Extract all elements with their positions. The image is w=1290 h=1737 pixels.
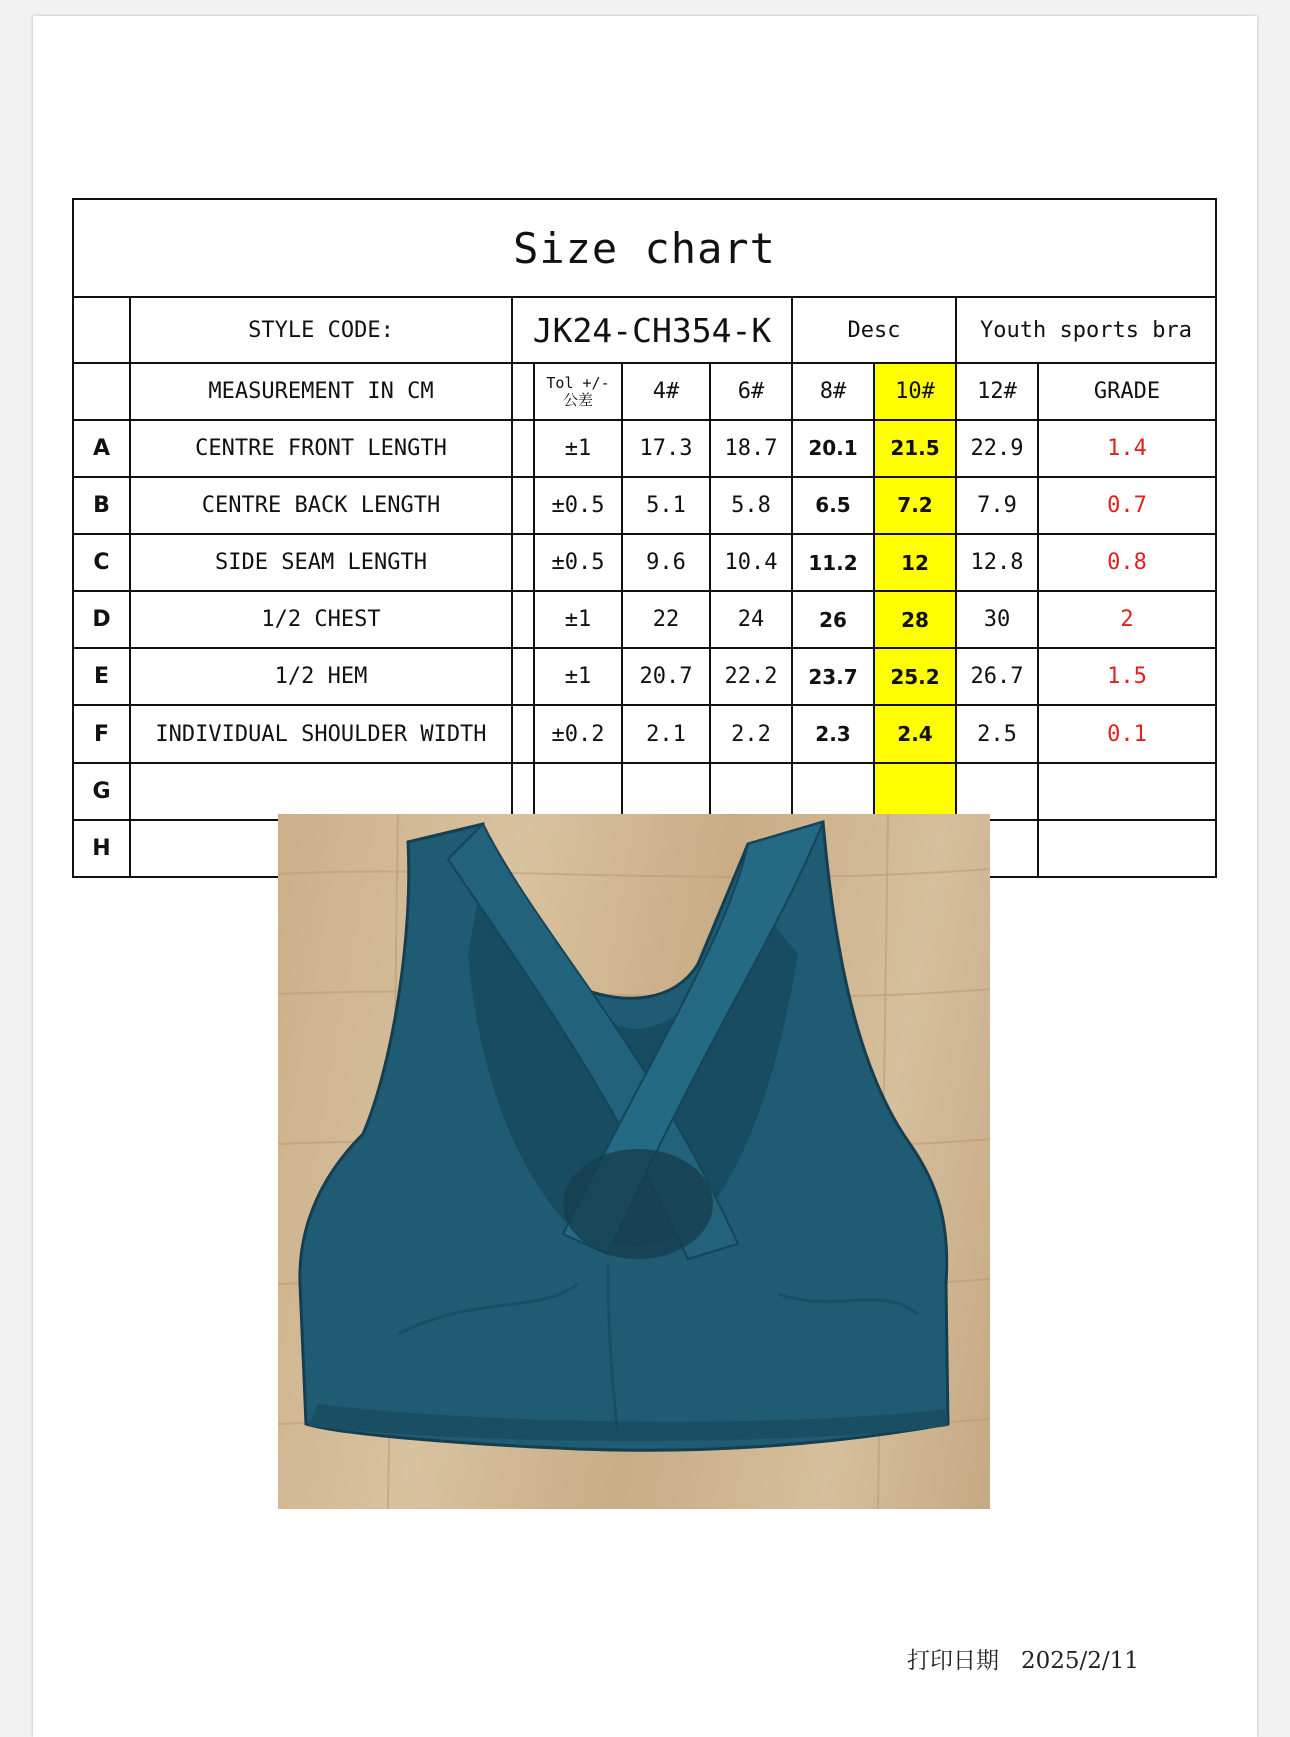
size-10-value: 7.2	[874, 477, 956, 534]
tolerance-value: ±1	[534, 420, 622, 477]
size-8-value: 20.1	[792, 420, 874, 477]
grade-value: 0.1	[1038, 705, 1216, 762]
grade-value: 0.7	[1038, 477, 1216, 534]
tolerance-header-line1: Tol +/-	[546, 373, 610, 392]
measurement-name: 1/2 HEM	[130, 648, 512, 705]
size-4-value: 9.6	[622, 534, 710, 591]
size-8-value: 11.2	[792, 534, 874, 591]
blank-header-cell	[73, 363, 130, 419]
print-date-value: 2025/2/11	[1021, 1648, 1139, 1674]
tolerance-value	[534, 763, 622, 820]
tolerance-value: ±0.5	[534, 534, 622, 591]
table-row	[73, 763, 1216, 820]
spacer-cell	[512, 477, 534, 534]
size-6-value: 24	[710, 591, 792, 648]
size-10-value: 12	[874, 534, 956, 591]
size-4-value: 22	[622, 591, 710, 648]
size-4-value: 5.1	[622, 477, 710, 534]
measurement-label: MEASUREMENT IN CM	[130, 363, 512, 419]
grade-value: 1.5	[1038, 648, 1216, 705]
size-12-value: 30	[956, 591, 1038, 648]
measurement-name: CENTRE FRONT LENGTH	[130, 420, 512, 477]
size-10-value: 2.4	[874, 705, 956, 762]
size-header-8: 8#	[792, 363, 874, 419]
size-6-value: 10.4	[710, 534, 792, 591]
table-row	[73, 420, 1216, 477]
row-letter: G	[73, 763, 130, 820]
spacer-cell	[512, 420, 534, 477]
size-8-value: 23.7	[792, 648, 874, 705]
size-6-value: 18.7	[710, 420, 792, 477]
size-6-value: 22.2	[710, 648, 792, 705]
measurement-name: CENTRE BACK LENGTH	[130, 477, 512, 534]
grade-value	[1038, 763, 1216, 820]
size-10-value: 25.2	[874, 648, 956, 705]
table-row	[73, 648, 1216, 705]
size-12-value	[956, 763, 1038, 820]
size-12-value: 22.9	[956, 420, 1038, 477]
size-4-value: 20.7	[622, 648, 710, 705]
size-header-4: 4#	[622, 363, 710, 419]
desc-label: Desc	[792, 297, 956, 363]
grade-value: 0.8	[1038, 534, 1216, 591]
print-date-label: 打印日期	[907, 1648, 999, 1674]
tolerance-value: ±1	[534, 648, 622, 705]
table-row	[73, 534, 1216, 591]
size-8-value: 26	[792, 591, 874, 648]
style-code-label: STYLE CODE:	[130, 297, 512, 363]
row-letter: H	[73, 820, 130, 877]
spacer-cell	[512, 534, 534, 591]
row-letter: B	[73, 477, 130, 534]
size-6-value: 5.8	[710, 477, 792, 534]
spacer-cell	[512, 591, 534, 648]
print-date	[907, 1642, 1139, 1675]
tolerance-value: ±1	[534, 591, 622, 648]
measurement-name: INDIVIDUAL SHOULDER WIDTH	[130, 705, 512, 762]
size-12-value: 2.5	[956, 705, 1038, 762]
row-letter: C	[73, 534, 130, 591]
size-header-10: 10#	[874, 363, 956, 419]
desc-value: Youth sports bra	[956, 297, 1216, 363]
size-4-value: 17.3	[622, 420, 710, 477]
tolerance-header	[534, 363, 622, 419]
measurement-name: 1/2 CHEST	[130, 591, 512, 648]
measurement-name: SIDE SEAM LENGTH	[130, 534, 512, 591]
size-4-value	[622, 763, 710, 820]
row-letter: F	[73, 705, 130, 762]
grade-value: 2	[1038, 591, 1216, 648]
row-letter: E	[73, 648, 130, 705]
row-letter: D	[73, 591, 130, 648]
size-8-value: 6.5	[792, 477, 874, 534]
size-10-value: 28	[874, 591, 956, 648]
style-code-value: JK24-CH354-K	[512, 297, 792, 363]
table-row	[73, 477, 1216, 534]
size-8-value	[792, 763, 874, 820]
size-8-value: 2.3	[792, 705, 874, 762]
spacer-cell	[512, 363, 534, 419]
tolerance-value: ±0.5	[534, 477, 622, 534]
measurement-name	[130, 763, 512, 820]
table-row	[73, 591, 1216, 648]
spacer-cell	[512, 763, 534, 820]
product-photo	[278, 814, 990, 1509]
row-letter: A	[73, 420, 130, 477]
blank-corner-cell	[73, 297, 130, 363]
size-12-value: 7.9	[956, 477, 1038, 534]
size-4-value: 2.1	[622, 705, 710, 762]
size-header-12: 12#	[956, 363, 1038, 419]
chart-title: Size chart	[73, 199, 1216, 297]
tolerance-header-line2: 公差	[562, 390, 593, 409]
grade-header: GRADE	[1038, 363, 1216, 419]
spacer-cell	[512, 648, 534, 705]
size-10-value: 21.5	[874, 420, 956, 477]
size-header-6: 6#	[710, 363, 792, 419]
spacer-cell	[512, 705, 534, 762]
size-chart-table	[72, 198, 1217, 878]
size-6-value	[710, 763, 792, 820]
size-10-value	[874, 763, 956, 820]
grade-value: 1.4	[1038, 420, 1216, 477]
tolerance-value: ±0.2	[534, 705, 622, 762]
grade-value	[1038, 820, 1216, 877]
size-12-value: 12.8	[956, 534, 1038, 591]
table-row	[73, 705, 1216, 762]
size-6-value: 2.2	[710, 705, 792, 762]
size-12-value: 26.7	[956, 648, 1038, 705]
